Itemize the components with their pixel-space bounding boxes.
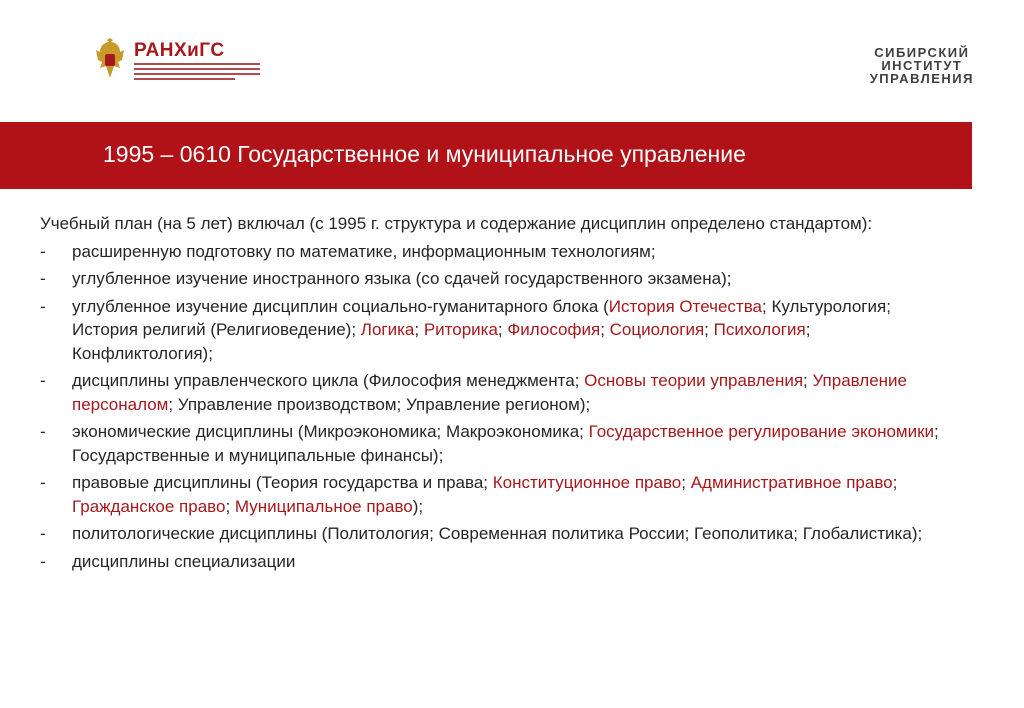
item-text: ; — [704, 320, 714, 339]
main-content — [40, 212, 945, 573]
bullet-dash: - — [40, 422, 46, 441]
item-text: ; Конфликтология); — [72, 320, 811, 363]
bullet-dash: - — [40, 296, 46, 316]
list-item — [40, 471, 945, 518]
item-text: дисциплины управленческого цикла (Философия менеджмента; — [72, 371, 585, 390]
item-text: экономические дисциплины (Микроэкономика; Макроэкономика; — [72, 422, 589, 441]
item-text: правовые дисциплины (Теория государства и права; — [72, 473, 493, 492]
ranepa-logo — [92, 38, 262, 84]
list-item — [40, 522, 945, 546]
bullet-dash: - — [40, 241, 46, 261]
course-link[interactable]: Социология — [609, 320, 705, 339]
course-link[interactable]: Гражданское право — [72, 496, 226, 516]
bullet-dash: - — [40, 473, 46, 492]
title-banner — [0, 122, 972, 189]
course-link[interactable]: Психология — [713, 320, 806, 339]
bullet-dash: - — [40, 269, 46, 288]
logo-line-2: ИНСТИТУТ — [881, 58, 963, 73]
bullet-dash: - — [40, 371, 46, 390]
item-text: ; — [681, 473, 691, 492]
siberian-institute-logo — [870, 46, 974, 85]
item-text: ; — [497, 320, 508, 339]
intro-text: Учебный план (на 5 лет) включал (с 1995 г. структура и содержание дисциплин определено стандартом): — [40, 214, 873, 233]
list-item — [40, 550, 945, 574]
logo-line-3: УПРАВЛЕНИЯ — [869, 71, 974, 86]
brand-subtitle-lines — [134, 63, 260, 83]
list-item — [40, 267, 945, 291]
list-item — [40, 295, 945, 366]
course-link[interactable]: Риторика — [423, 320, 498, 339]
item-text: расширенную подготовку по математике, информационным технологиям; — [72, 241, 656, 261]
item-text: углубленное изучение дисциплин социально-гуманитарного блока ( — [72, 296, 609, 316]
course-link[interactable]: Государственное регулирование экономики — [588, 422, 935, 441]
course-link[interactable]: Основы теории управления — [584, 371, 804, 390]
item-text: ; — [892, 473, 898, 492]
item-text: ; — [225, 496, 235, 516]
list-item — [40, 369, 945, 416]
course-link[interactable]: Конституционное право — [492, 473, 682, 492]
course-link[interactable]: Административное право — [690, 473, 893, 492]
item-text: ; — [803, 371, 813, 390]
item-text: углубленное изучение иностранного языка (со сдачей государственного экзамена); — [72, 269, 732, 288]
item-text: ; Государственные и муниципальные финансы); — [72, 422, 939, 465]
bullet-dash: - — [40, 524, 46, 543]
course-link[interactable]: Философия — [507, 320, 601, 339]
page-title: 1995 – 0610 Государственное и муниципальное управление — [103, 141, 746, 167]
bullet-dash: - — [40, 551, 46, 571]
course-link[interactable]: Логика — [360, 320, 415, 339]
discipline-list — [40, 240, 945, 574]
course-link[interactable]: Муниципальное право — [234, 496, 413, 516]
item-text: ); — [412, 496, 424, 516]
item-text: ; Культурология; История религий (Религиоведение); — [72, 296, 891, 339]
logo-line-1: СИБИРСКИЙ — [874, 45, 970, 60]
brand-name: РАНХиГС — [134, 40, 225, 61]
course-link[interactable]: История Отечества — [608, 296, 762, 316]
item-text: ; Управление производством; Управление регионом); — [168, 394, 591, 414]
course-link[interactable]: Управление персоналом — [72, 371, 908, 414]
item-text: политологические дисциплины (Политология; Современная политика России; Геополитика; Глобалистика); — [72, 524, 923, 543]
item-text: ; — [414, 320, 424, 339]
eagle-emblem-icon — [92, 38, 128, 82]
item-text: ; — [600, 320, 610, 339]
list-item — [40, 240, 945, 264]
list-item — [40, 420, 945, 467]
item-text: дисциплины специализации — [72, 551, 296, 571]
